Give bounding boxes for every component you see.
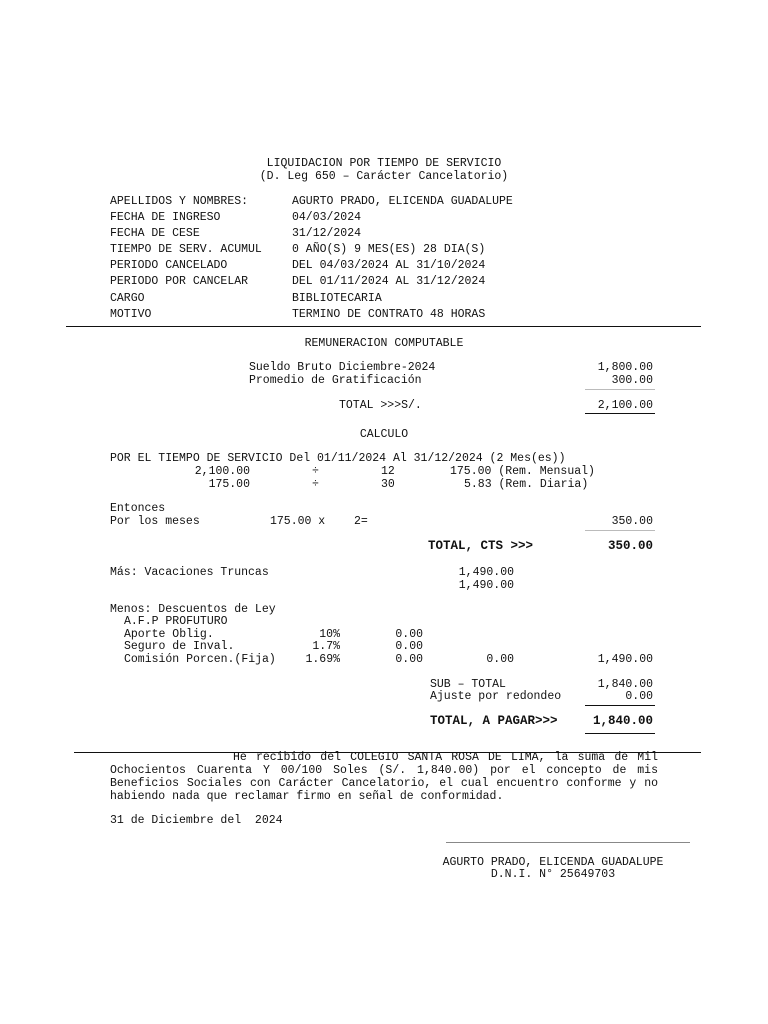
signature-dni: D.N.I. N° 25649703 xyxy=(490,868,616,881)
descuentos-neto: 1,490.00 xyxy=(597,653,653,666)
info-value-cancelado: DEL 04/03/2024 AL 31/10/2024 xyxy=(292,259,486,272)
descuento-label: Aporte Oblig. xyxy=(124,628,214,641)
remuneracion-item-amount: 1,800.00 xyxy=(597,361,653,374)
calculo-period-line: POR EL TIEMPO DE SERVICIO Del 01/11/2024 Al 31/12/2024 (2 Mes(es)) xyxy=(110,452,566,465)
info-label-nombres: APELLIDOS Y NOMBRES: xyxy=(110,195,249,208)
info-label-cese: FECHA DE CESE xyxy=(110,227,200,240)
remuneracion-total-label: TOTAL >>>S/. xyxy=(339,399,422,412)
calculo-underline xyxy=(585,530,655,531)
calculo-row-op: ÷ xyxy=(312,465,319,478)
document-title: LIQUIDACION POR TIEMPO DE SERVICIO xyxy=(266,157,502,170)
remuneracion-item-label: Sueldo Bruto Diciembre-2024 xyxy=(249,361,436,374)
remuneracion-item-amount: 300.00 xyxy=(611,374,653,387)
receipt-date: 31 de Diciembre del 2024 xyxy=(110,814,283,827)
subtotal-label: SUB – TOTAL xyxy=(430,678,506,691)
signature-name: AGURTO PRADO, ELICENDA GUADALUPE xyxy=(442,856,664,869)
descuentos-subtotal: 0.00 xyxy=(486,653,514,666)
info-label-motivo: MOTIVO xyxy=(110,308,152,321)
calculo-meses-calc: 175.00 x xyxy=(270,515,326,528)
signature-line xyxy=(446,842,690,843)
total-pagar-underline xyxy=(585,733,655,734)
total-cts-label: TOTAL, CTS >>> xyxy=(428,539,534,553)
descuento-label: Comisión Porcen.(Fija) xyxy=(124,653,276,666)
vacaciones-amount: 1,490.00 xyxy=(458,566,514,579)
info-label-tiempo: TIEMPO DE SERV. ACUMUL xyxy=(110,243,262,256)
divider-top xyxy=(66,326,701,327)
calculo-meses-amount: 350.00 xyxy=(611,515,653,528)
receipt-text: He recibido del COLEGIO SANTA ROSA DE LIMA, la suma de Mil Ochocientos Cuarenta Y 00/100 Soles (S/. 1,840.00) por el concepto de mis Beneficios Sociales con Carácter Cancelatorio, el cual encuentro conforme y no habiendo nada que reclamar firmo en señal de conformidad. xyxy=(110,751,658,803)
vacaciones-label: Más: Vacaciones Truncas xyxy=(110,566,269,579)
calculo-entonces: Entonces xyxy=(110,502,166,515)
info-label-por-cancelar: PERIODO POR CANCELAR xyxy=(110,275,249,288)
descuentos-afp: A.F.P PROFUTURO xyxy=(124,615,228,628)
info-value-tiempo: 0 AÑO(S) 9 MES(ES) 28 DIA(S) xyxy=(292,243,486,256)
document-subtitle: (D. Leg 650 – Carácter Cancelatorio) xyxy=(259,170,509,183)
descuento-pct: 1.7% xyxy=(312,640,340,653)
calculo-row-result: 175.00 (Rem. Mensual) xyxy=(450,465,595,478)
descuento-pct: 1.69% xyxy=(305,653,340,666)
info-value-por-cancelar: DEL 01/11/2024 AL 31/12/2024 xyxy=(292,275,486,288)
remuneracion-total-amount: 2,100.00 xyxy=(597,399,653,412)
calculo-heading: CALCULO xyxy=(359,428,409,441)
info-value-motivo: TERMINO DE CONTRATO 48 HORAS xyxy=(292,308,486,321)
descuento-amount: 0.00 xyxy=(395,640,423,653)
descuentos-heading: Menos: Descuentos de Ley xyxy=(110,603,276,616)
info-label-cargo: CARGO xyxy=(110,292,145,305)
calculo-row-b: 12 xyxy=(381,465,395,478)
remuneracion-heading: REMUNERACION COMPUTABLE xyxy=(304,337,464,350)
ajuste-amount: 0.00 xyxy=(625,690,653,703)
calculo-row-result: 5.83 (Rem. Diaria) xyxy=(464,478,589,491)
info-value-nombres: AGURTO PRADO, ELICENDA GUADALUPE xyxy=(292,195,513,208)
descuento-label: Seguro de Inval. xyxy=(124,640,235,653)
info-label-cancelado: PERIODO CANCELADO xyxy=(110,259,228,272)
remuneracion-underline xyxy=(585,389,655,390)
calculo-row-b: 30 xyxy=(381,478,395,491)
ajuste-label: Ajuste por redondeo xyxy=(430,690,562,703)
info-value-ingreso: 04/03/2024 xyxy=(292,211,362,224)
info-label-ingreso: FECHA DE INGRESO xyxy=(110,211,221,224)
descuento-pct: 10% xyxy=(319,628,340,641)
calculo-row-op: ÷ xyxy=(312,478,319,491)
remuneracion-total-underline xyxy=(585,413,655,414)
totales-underline xyxy=(585,705,655,706)
info-value-cese: 31/12/2024 xyxy=(292,227,362,240)
subtotal-amount: 1,840.00 xyxy=(597,678,653,691)
descuento-amount: 0.00 xyxy=(395,628,423,641)
calculo-row-a: 2,100.00 xyxy=(194,465,250,478)
info-value-cargo: BIBLIOTECARIA xyxy=(292,292,382,305)
total-pagar-amount: 1,840.00 xyxy=(592,714,653,728)
total-cts-amount: 350.00 xyxy=(607,539,653,553)
total-pagar-label: TOTAL, A PAGAR>>> xyxy=(430,714,558,728)
vacaciones-amount-repeat: 1,490.00 xyxy=(458,579,514,592)
descuento-amount: 0.00 xyxy=(395,653,423,666)
calculo-meses-label: Por los meses xyxy=(110,515,200,528)
remuneracion-item-label: Promedio de Gratificación xyxy=(249,374,422,387)
calculo-meses-factor: 2= xyxy=(354,515,368,528)
calculo-row-a: 175.00 xyxy=(208,478,250,491)
